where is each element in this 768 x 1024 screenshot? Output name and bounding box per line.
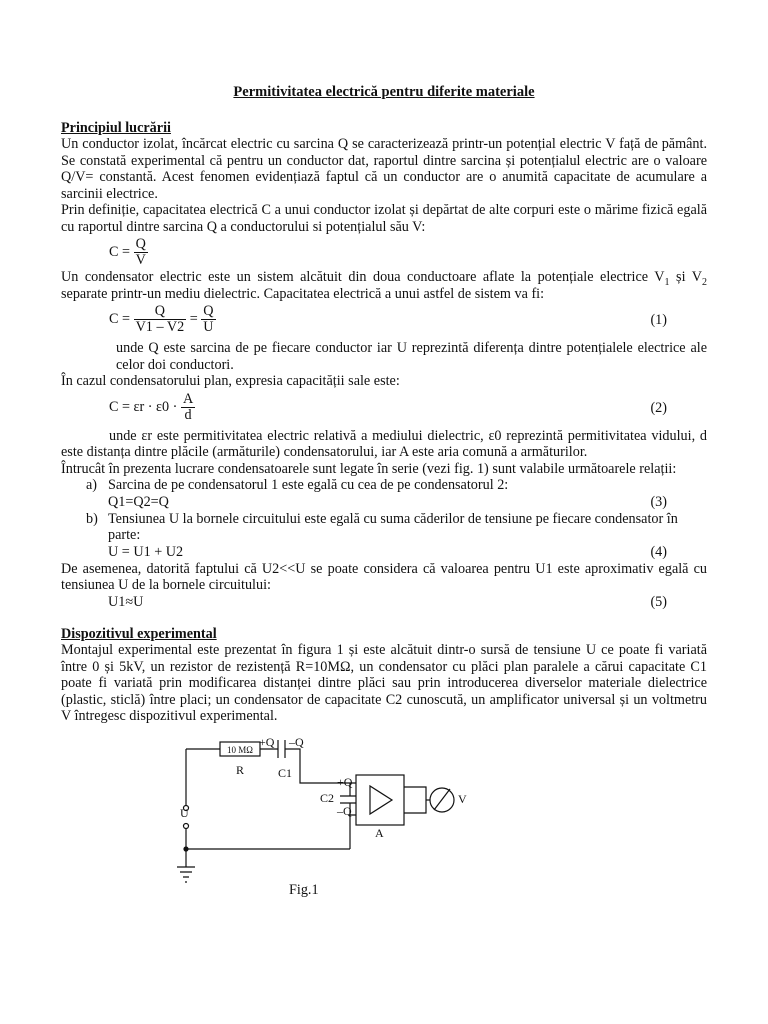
list-item: a) Sarcina de pe condensatorul 1 este egală cu cea de pe condensatorul 2: <box>86 477 509 493</box>
capacitor-c1 <box>278 740 285 758</box>
wire <box>404 787 426 813</box>
equation-capacity: C = $\frac{Q}{V}$ <box>109 236 146 268</box>
paragraph: Un condensator electric este un sistem alcătuit din doua conductoare aflate la potențiale electrice $V_1$ și $V_2$ separate printr-un mediu dielectric. Capacitatea electrică a unui astfel de sistem va fi: <box>61 269 707 302</box>
c2-plus-label: +Q <box>337 775 353 789</box>
c1-minus-label: –Q <box>289 735 304 749</box>
paragraph: unde εr este permitivitatea electric relativă a mediului dielectric, ε0 reprezintă permitivitatea vidului, d este distanța dintre plăcile (armăturile) condensatorului, iar A este aria comună a armăturilor. <box>61 427 707 460</box>
c1-label: C1 <box>278 766 293 780</box>
paragraph: De asemenea, datorită faptului că U2<<U se poate considera că valoarea pentru U1 este aproximativ egală cu tensiunea U de la bornele circuitului: <box>61 560 707 593</box>
figure-caption: Fig.1 <box>289 882 319 898</box>
equation-number: (1) <box>650 312 667 328</box>
ground-icon <box>177 867 195 882</box>
equation-5: U1≈U (5) <box>108 593 667 610</box>
amplifier-box <box>356 775 404 825</box>
paragraph: unde Q este sarcina de pe fiecare conductor iar U reprezintă diferența dintre potențialele electrice ale celor doi conductori. <box>116 340 707 373</box>
voltmeter-label: V <box>458 792 467 806</box>
equation-1: C = $\frac{Q}{V1 - V2}$ = $\frac{Q}{U}$ (1) <box>109 303 667 335</box>
page-title: Permitivitatea electrică pentru diferite materiale <box>233 84 535 100</box>
resistor-label: R <box>236 763 245 777</box>
source-label: U <box>180 806 189 820</box>
fraction: $\frac{Q}{V}$ <box>135 236 146 268</box>
source-terminal <box>184 824 189 829</box>
equation-4: U = U1 + U2 (4) <box>108 543 667 560</box>
equation-number: (2) <box>650 399 667 416</box>
c2-label: C2 <box>320 791 335 805</box>
paragraph: Prin definiție, capacitatea electrică C a unui conductor izolat și depărtat de alte corpuri este o mărime fizică egală cu raportul dintre sarcina Q a conductorului si potențialul său V: <box>61 202 707 235</box>
paragraph: Un conductor izolat, încărcat electric cu sarcina Q se caracterizează printr-un potențial electric V față de pământ. Se constată experimental că pentru un conductor dat, raportul dintre sarcina și potențialul electric are o valoare Q/V= constantă. Acest fenomen evidențiază faptul că un conductor are o anumită capacitate de acumulare a sarcinii electrice. <box>61 136 707 202</box>
list-item: b) Tensiunea U la bornele circuitului este egală cu suma căderilor de tensiune pe fiecare condensator în parte: <box>86 510 678 543</box>
section-heading-setup: Dispozitivul experimental <box>61 625 217 642</box>
equation-2: C = εr · ε0 · $\frac{A}{d}$ (2) <box>109 390 667 423</box>
c2-minus-label: –Q <box>337 804 352 818</box>
resistor-value: 10 MΩ <box>227 745 253 755</box>
document-page <box>61 84 707 725</box>
amplifier-label: A <box>375 826 384 840</box>
paragraph: Întrucât în prezenta lucrare condensatoarele sunt legate în serie (vezi fig. 1) sunt valabile următoarele relații: <box>61 460 677 477</box>
paragraph: Montajul experimental este prezentat în figura 1 și este alcătuit dintr-o sursă de tensiune U ce poate fi variată între 0 și 5kV, un rezistor de rezistență R=10MΩ, un condensator cu plăci plan paralele a cărui capacitate C1 poate fi variată prin modificarea distanței dintre plăci sau prin introducerea diverselor materiale dielectrice (plastic, sticlă) între placi; un condensator de capacitate C2 cunoscută, un amplificator universal și un voltmetru V întregesc dispozitivul experimental. <box>61 642 707 724</box>
circuit-diagram <box>170 733 490 903</box>
c1-plus-label: +Q <box>259 735 275 749</box>
section-heading-principle: Principiul lucrării <box>61 119 171 136</box>
paragraph: În cazul condensatorului plan, expresia capacității sale este: <box>61 373 400 389</box>
equation-3: Q1=Q2=Q (3) <box>108 493 667 510</box>
